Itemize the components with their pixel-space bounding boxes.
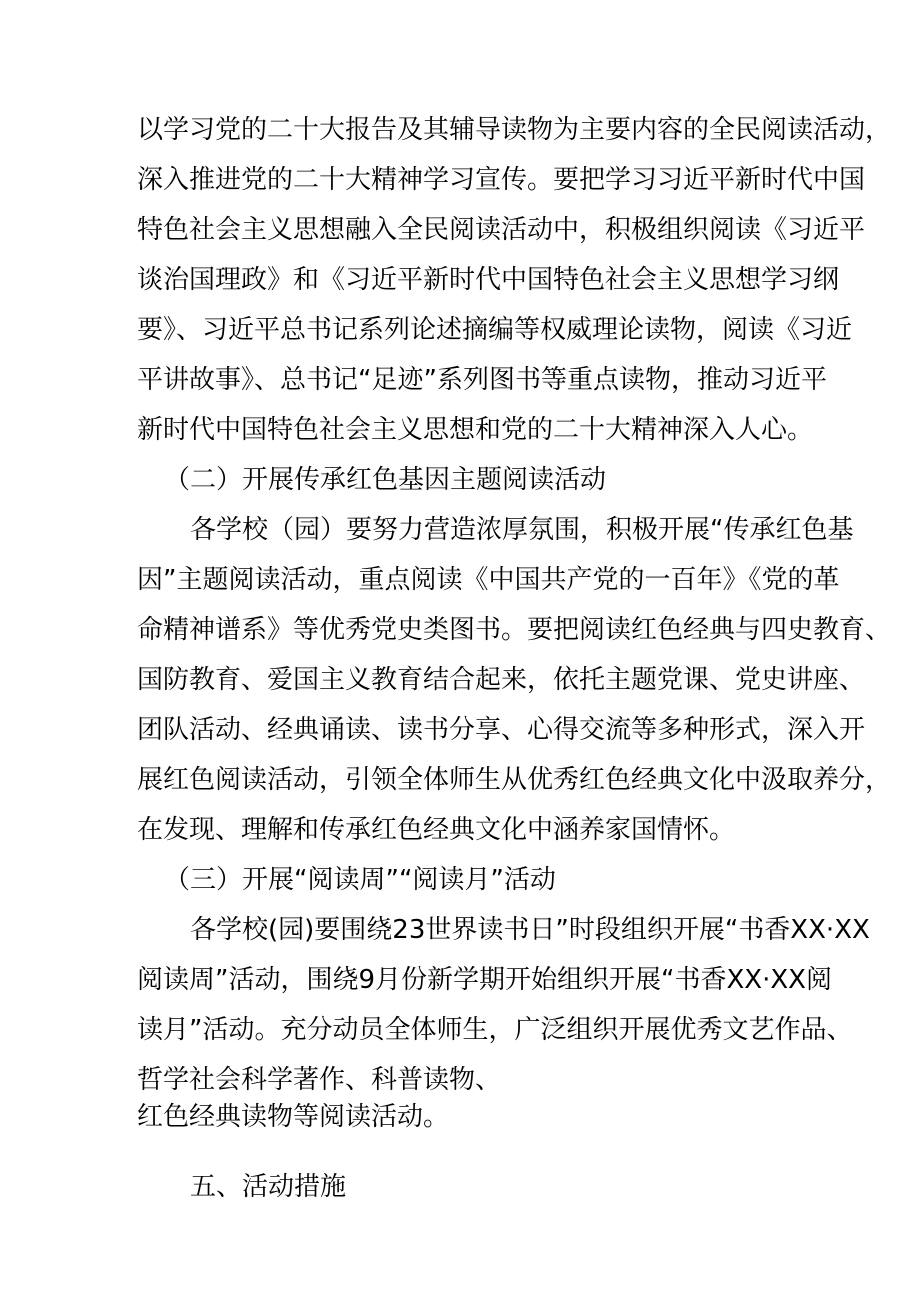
paragraph-2-line-6: 展红色阅读活动，引领全体师生从优秀红色经典文化中汲取养分， — [137, 765, 892, 795]
section-heading-3: （三）开展“阅读周”“阅读月”活动 — [164, 865, 556, 895]
paragraph-1-line-2: 深入推进党的二十大精神学习宣传。要把学习习近平新时代中国 — [137, 165, 866, 195]
paragraph-3-line-4: 哲学社会科学著作、科普读物、 — [137, 1065, 502, 1095]
paragraph-1-line-3: 特色社会主义思想融入全民阅读活动中，积极组织阅读《习近平 — [137, 215, 866, 245]
section-heading-2: （二）开展传承红色基因主题阅读活动 — [164, 465, 607, 495]
paragraph-2-line-1: 各学校（园）要努力营造浓厚氛围，积极开展“传承红色基 — [190, 515, 854, 545]
paragraph-1-line-4: 谈治国理政》和《习近平新时代中国特色社会主义思想学习纲 — [137, 265, 840, 295]
paragraph-1-line-5: 要》、习近平总书记系列论述摘编等权威理论读物，阅读《习近 — [137, 315, 853, 345]
paragraph-1-line-6: 平讲故事》、总书记“足迹”系列图书等重点读物，推动习近平 — [137, 365, 827, 395]
paragraph-3-line-5: 红色经典读物等阅读活动。 — [137, 1102, 450, 1132]
paragraph-2-line-4: 国防教育、爱国主义教育结合起来，依托主题党课、党史讲座、 — [137, 665, 866, 695]
paragraph-1-line-1: 以学习党的二十大报告及其辅导读物为主要内容的全民阅读活动， — [137, 115, 892, 145]
paragraph-2-line-7: 在发现、理解和传承红色经典文化中涵养家国情怀。 — [137, 815, 736, 845]
paragraph-3-line-2: 阅读周”活动，围绕9月份新学期开始组织开展“书香XX·XX阅 — [137, 965, 832, 995]
paragraph-3-line-3: 读月”活动。充分动员全体师生，广泛组织开展优秀文艺作品、 — [137, 1015, 853, 1045]
paragraph-3-line-1: 各学校(园)要围绕23世界读书日”时段组织开展“书香XX·XX — [190, 915, 870, 945]
section-5-heading: 五、活动措施 — [190, 1172, 347, 1202]
paragraph-2-line-2: 因”主题阅读活动，重点阅读《中国共产党的一百年》《党的革 — [137, 565, 840, 595]
paragraph-1-line-7: 新时代中国特色社会主义思想和党的二十大精神深入人心。 — [137, 415, 814, 445]
paragraph-2-line-3: 命精神谱系》等优秀党史类图书。要把阅读红色经典与四史教育、 — [137, 615, 892, 645]
paragraph-2-line-5: 团队活动、经典诵读、读书分享、心得交流等多种形式，深入开 — [137, 715, 866, 745]
